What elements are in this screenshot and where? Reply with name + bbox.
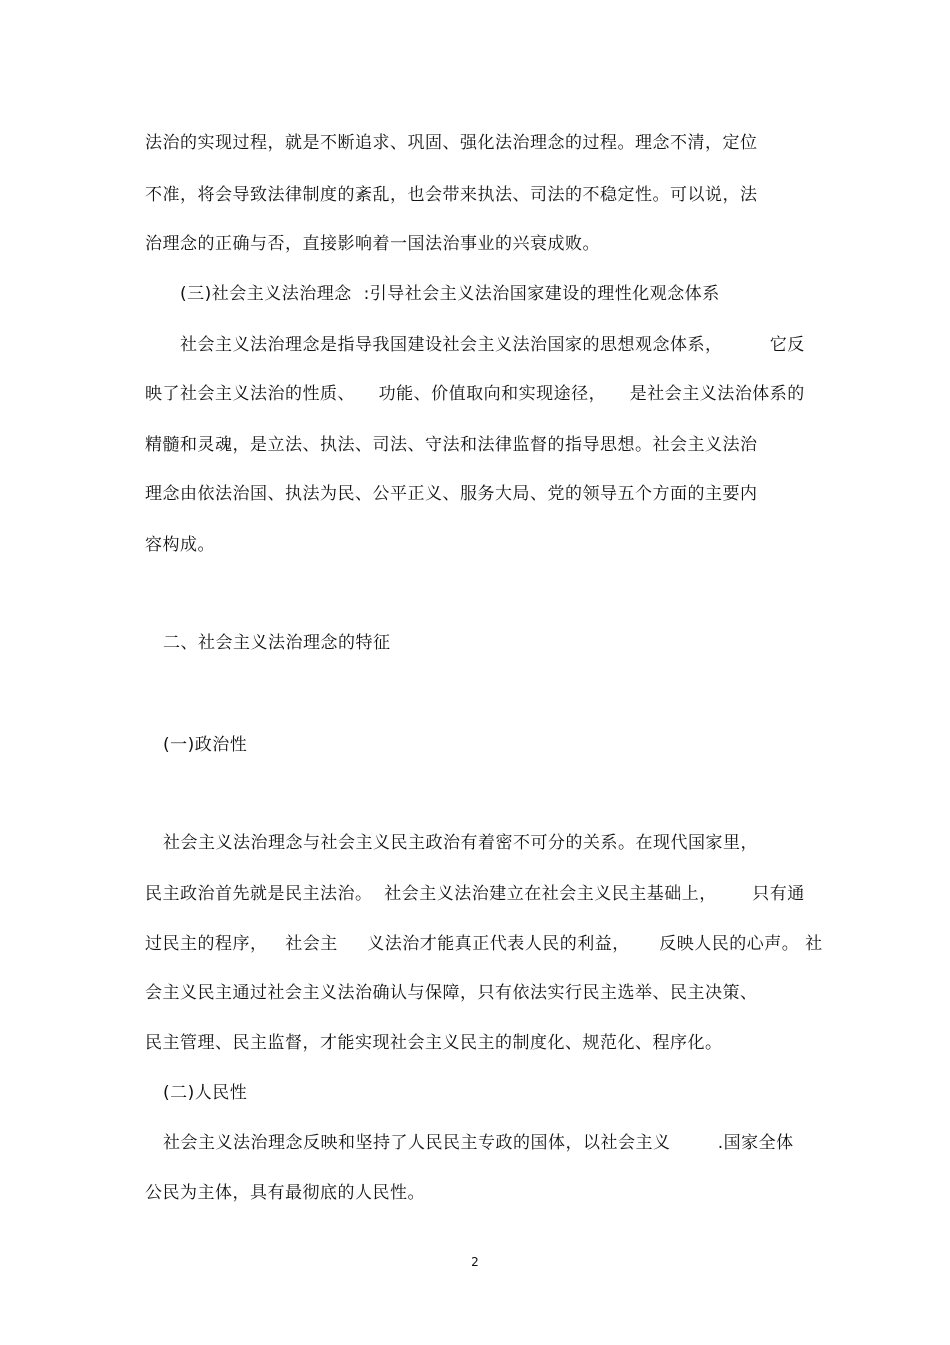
paragraph-line: 不准，将会导致法律制度的紊乱，也会带来执法、司法的不稳定性。可以说，法 — [145, 185, 758, 205]
paragraph-line: 精髓和灵魂，是立法、执法、司法、守法和法律监督的指导思想。社会主义法治 — [145, 435, 758, 455]
paragraph-line: 过民主的程序， 社会主 义法治才能真正代表人民的利益， 反映人民的心声。 社 — [145, 934, 823, 954]
paragraph-line: 治理念的正确与否，直接影响着一国法治事业的兴衰成败。 — [145, 234, 600, 254]
paragraph-line: 民主管理、民主监督，才能实现社会主义民主的制度化、规范化、程序化。 — [145, 1033, 723, 1053]
section-heading: (一)政治性 — [163, 735, 248, 755]
paragraph-line: 社会主义法治理念是指导我国建设社会主义法治国家的思想观念体系， 它反 — [180, 335, 805, 355]
paragraph-line: 公民为主体，具有最彻底的人民性。 — [145, 1183, 425, 1203]
page-number: 2 — [471, 1255, 479, 1269]
chapter-heading: 二、社会主义法治理念的特征 — [163, 633, 391, 653]
paragraph-line: 社会主义法治理念反映和坚持了人民民主专政的国体，以社会主义 .国家全体 — [163, 1133, 794, 1153]
paragraph-line: 容构成。 — [145, 535, 215, 555]
paragraph-line: 民主政治首先就是民主法治。 社会主义法治建立在社会主义民主基础上， 只有通 — [145, 884, 805, 904]
paragraph-line: 映了社会主义法治的性质、 功能、价值取向和实现途径， 是社会主义法治体系的 — [145, 384, 805, 404]
paragraph-line: 会主义民主通过社会主义法治确认与保障，只有依法实行民主选举、民主决策、 — [145, 983, 758, 1003]
paragraph-line: 社会主义法治理念与社会主义民主政治有着密不可分的关系。在现代国家里， — [163, 833, 758, 853]
paragraph-line: 法治的实现过程，就是不断追求、巩固、强化法治理念的过程。理念不清，定位 — [145, 133, 758, 153]
paragraph-line: 理念由依法治国、执法为民、公平正义、服务大局、党的领导五个方面的主要内 — [145, 484, 758, 504]
section-heading: (三)社会主义法治理念 :引导社会主义法治国家建设的理性化观念体系 — [180, 284, 720, 304]
section-heading: (二)人民性 — [163, 1083, 248, 1103]
